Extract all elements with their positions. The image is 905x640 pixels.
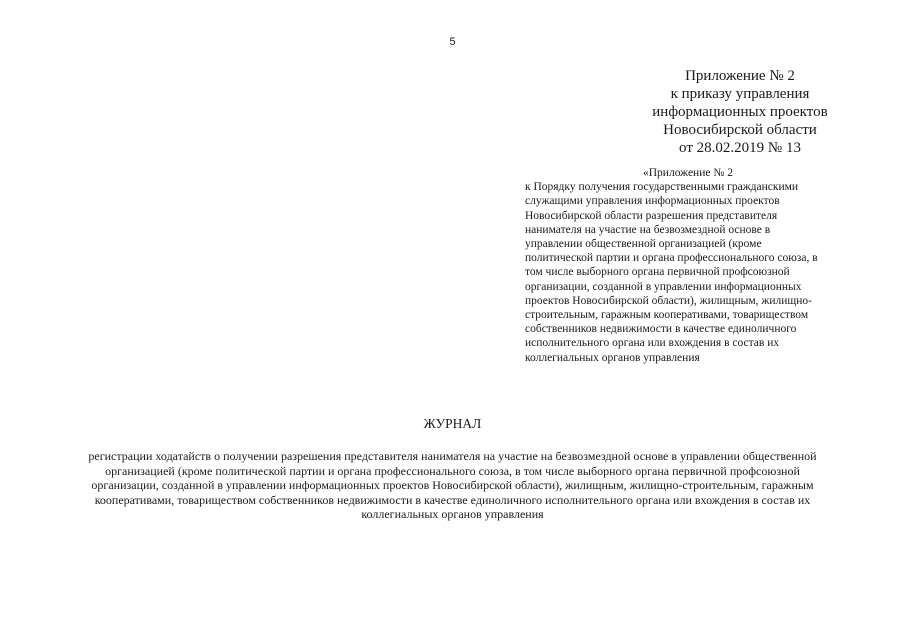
appendix-header-line: Новосибирской области bbox=[663, 122, 817, 138]
journal-description bbox=[40, 449, 865, 522]
quoted-appendix-line: собственников недвижимости в качестве единоличного bbox=[525, 323, 797, 336]
quoted-appendix-line: исполнительного органа или вхождения в состав их bbox=[525, 337, 780, 350]
quoted-appendix-line: нанимателя на участие на безвозмездной основе в bbox=[525, 223, 771, 236]
journal-description-line: организации, созданной в управлении информационных проектов Новосибирской области), жилищным, жилищно-строительным, гаражным bbox=[91, 478, 814, 492]
quoted-appendix-line: Новосибирской области разрешения представителя bbox=[525, 209, 778, 222]
page-number: 5 bbox=[449, 36, 456, 48]
quoted-appendix-line: управлении общественной организацией (кроме bbox=[525, 238, 762, 251]
quoted-appendix bbox=[525, 166, 865, 365]
journal-title: ЖУРНАЛ bbox=[423, 416, 482, 431]
quoted-appendix-line: служащими управления информационных проектов bbox=[525, 195, 780, 208]
appendix-header-line: к приказу управления bbox=[670, 86, 810, 102]
quoted-appendix-line: политической партии и органа профессионального союза, в bbox=[525, 252, 818, 265]
appendix-header-line: Приложение № 2 bbox=[685, 68, 795, 84]
journal-description-line: кооперативами, товариществом собственников недвижимости в качестве единоличного исполнительного органа или вхождения в состав их bbox=[94, 492, 811, 507]
quoted-appendix-line: строительным, гаражным кооперативами, товариществом bbox=[525, 309, 809, 322]
journal-description-line: организацией (кроме политической партии и органа профессионального союза, в том числе выборного органа первичной профсоюзной bbox=[105, 463, 800, 478]
quoted-appendix-line: организации, созданной в управлении информационных bbox=[525, 280, 802, 293]
quoted-appendix-line: к Порядку получения государственными гражданскими bbox=[525, 181, 799, 194]
journal-description-line: регистрации ходатайств о получении разрешения представителя нанимателя на участие на безвозмездной основе в управлении общественной bbox=[88, 449, 817, 463]
appendix-header-line: информационных проектов bbox=[652, 104, 828, 120]
journal-description-line: коллегиальных органов управления bbox=[361, 507, 544, 521]
quoted-appendix-title: «Приложение № 2 bbox=[643, 167, 733, 179]
appendix-header bbox=[640, 67, 840, 157]
quoted-appendix-line: том числе выборного органа первичной профсоюзной bbox=[525, 266, 790, 279]
appendix-header-date-line: от 28.02.2019 № 13 bbox=[679, 140, 801, 156]
quoted-appendix-line: коллегиальных органов управления bbox=[525, 351, 700, 364]
quoted-appendix-line: проектов Новосибирской области), жилищным, жилищно- bbox=[525, 294, 812, 307]
